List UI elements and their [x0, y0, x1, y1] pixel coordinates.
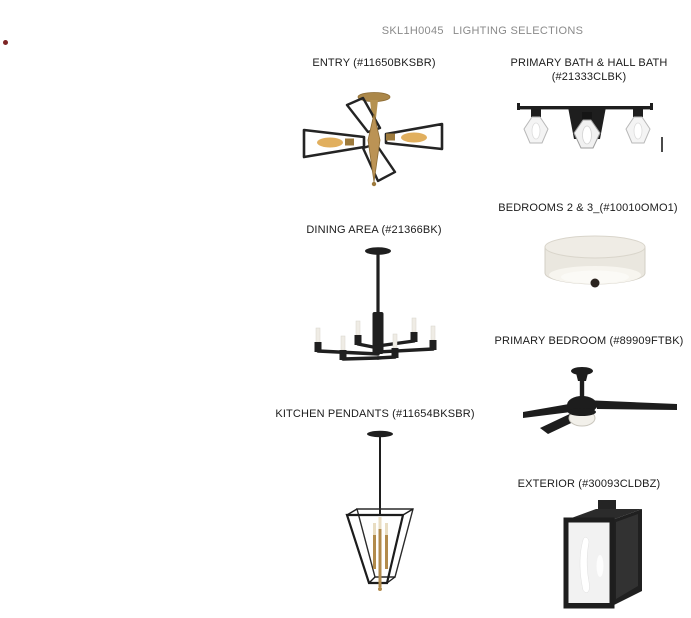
bedrooms-fixture-image — [520, 220, 670, 305]
sheet-code: SKL1H0045 — [381, 25, 444, 37]
vanity-bar-icon — [505, 90, 675, 160]
bedrooms-label: BEDROOMS 2 & 3_(#10010OMO1) — [498, 202, 678, 214]
exterior-fixture-image — [550, 492, 660, 618]
ceiling-fan-icon — [520, 355, 680, 445]
drum-flush-mount-icon — [520, 220, 670, 300]
caged-pendant-icon — [330, 425, 430, 595]
dining-fixture-image — [300, 240, 460, 385]
primary-bedroom-fixture-image — [520, 355, 680, 450]
exterior-label: EXTERIOR (#30093CLDBZ) — [517, 478, 661, 490]
kitchen-label: KITCHEN PENDANTS (#11654BKSBR) — [275, 408, 475, 420]
entry-fixture-image — [290, 80, 470, 195]
candle-chandelier-icon — [300, 240, 460, 380]
sheet-title: LIGHTING SELECTIONS — [452, 25, 584, 37]
wall-lantern-icon — [550, 492, 660, 618]
primary-bath-label — [489, 56, 689, 84]
primary-bath-label-line1: PRIMARY BATH & HALL BATH — [510, 57, 668, 69]
primary-bedroom-label: PRIMARY BEDROOM (#89909FTBK) — [494, 335, 684, 347]
kitchen-fixture-image — [330, 425, 430, 600]
dining-label: DINING AREA (#21366BK) — [306, 224, 442, 236]
primary-bath-label-line2: (#21333CLBK) — [551, 71, 627, 83]
sheet-header — [275, 25, 690, 37]
primary-bath-fixture-image — [505, 90, 675, 165]
entry-label: ENTRY (#11650BKSBR) — [312, 57, 436, 69]
red-annotation-dot — [3, 40, 8, 45]
sputnik-semi-flush-icon — [290, 80, 470, 190]
